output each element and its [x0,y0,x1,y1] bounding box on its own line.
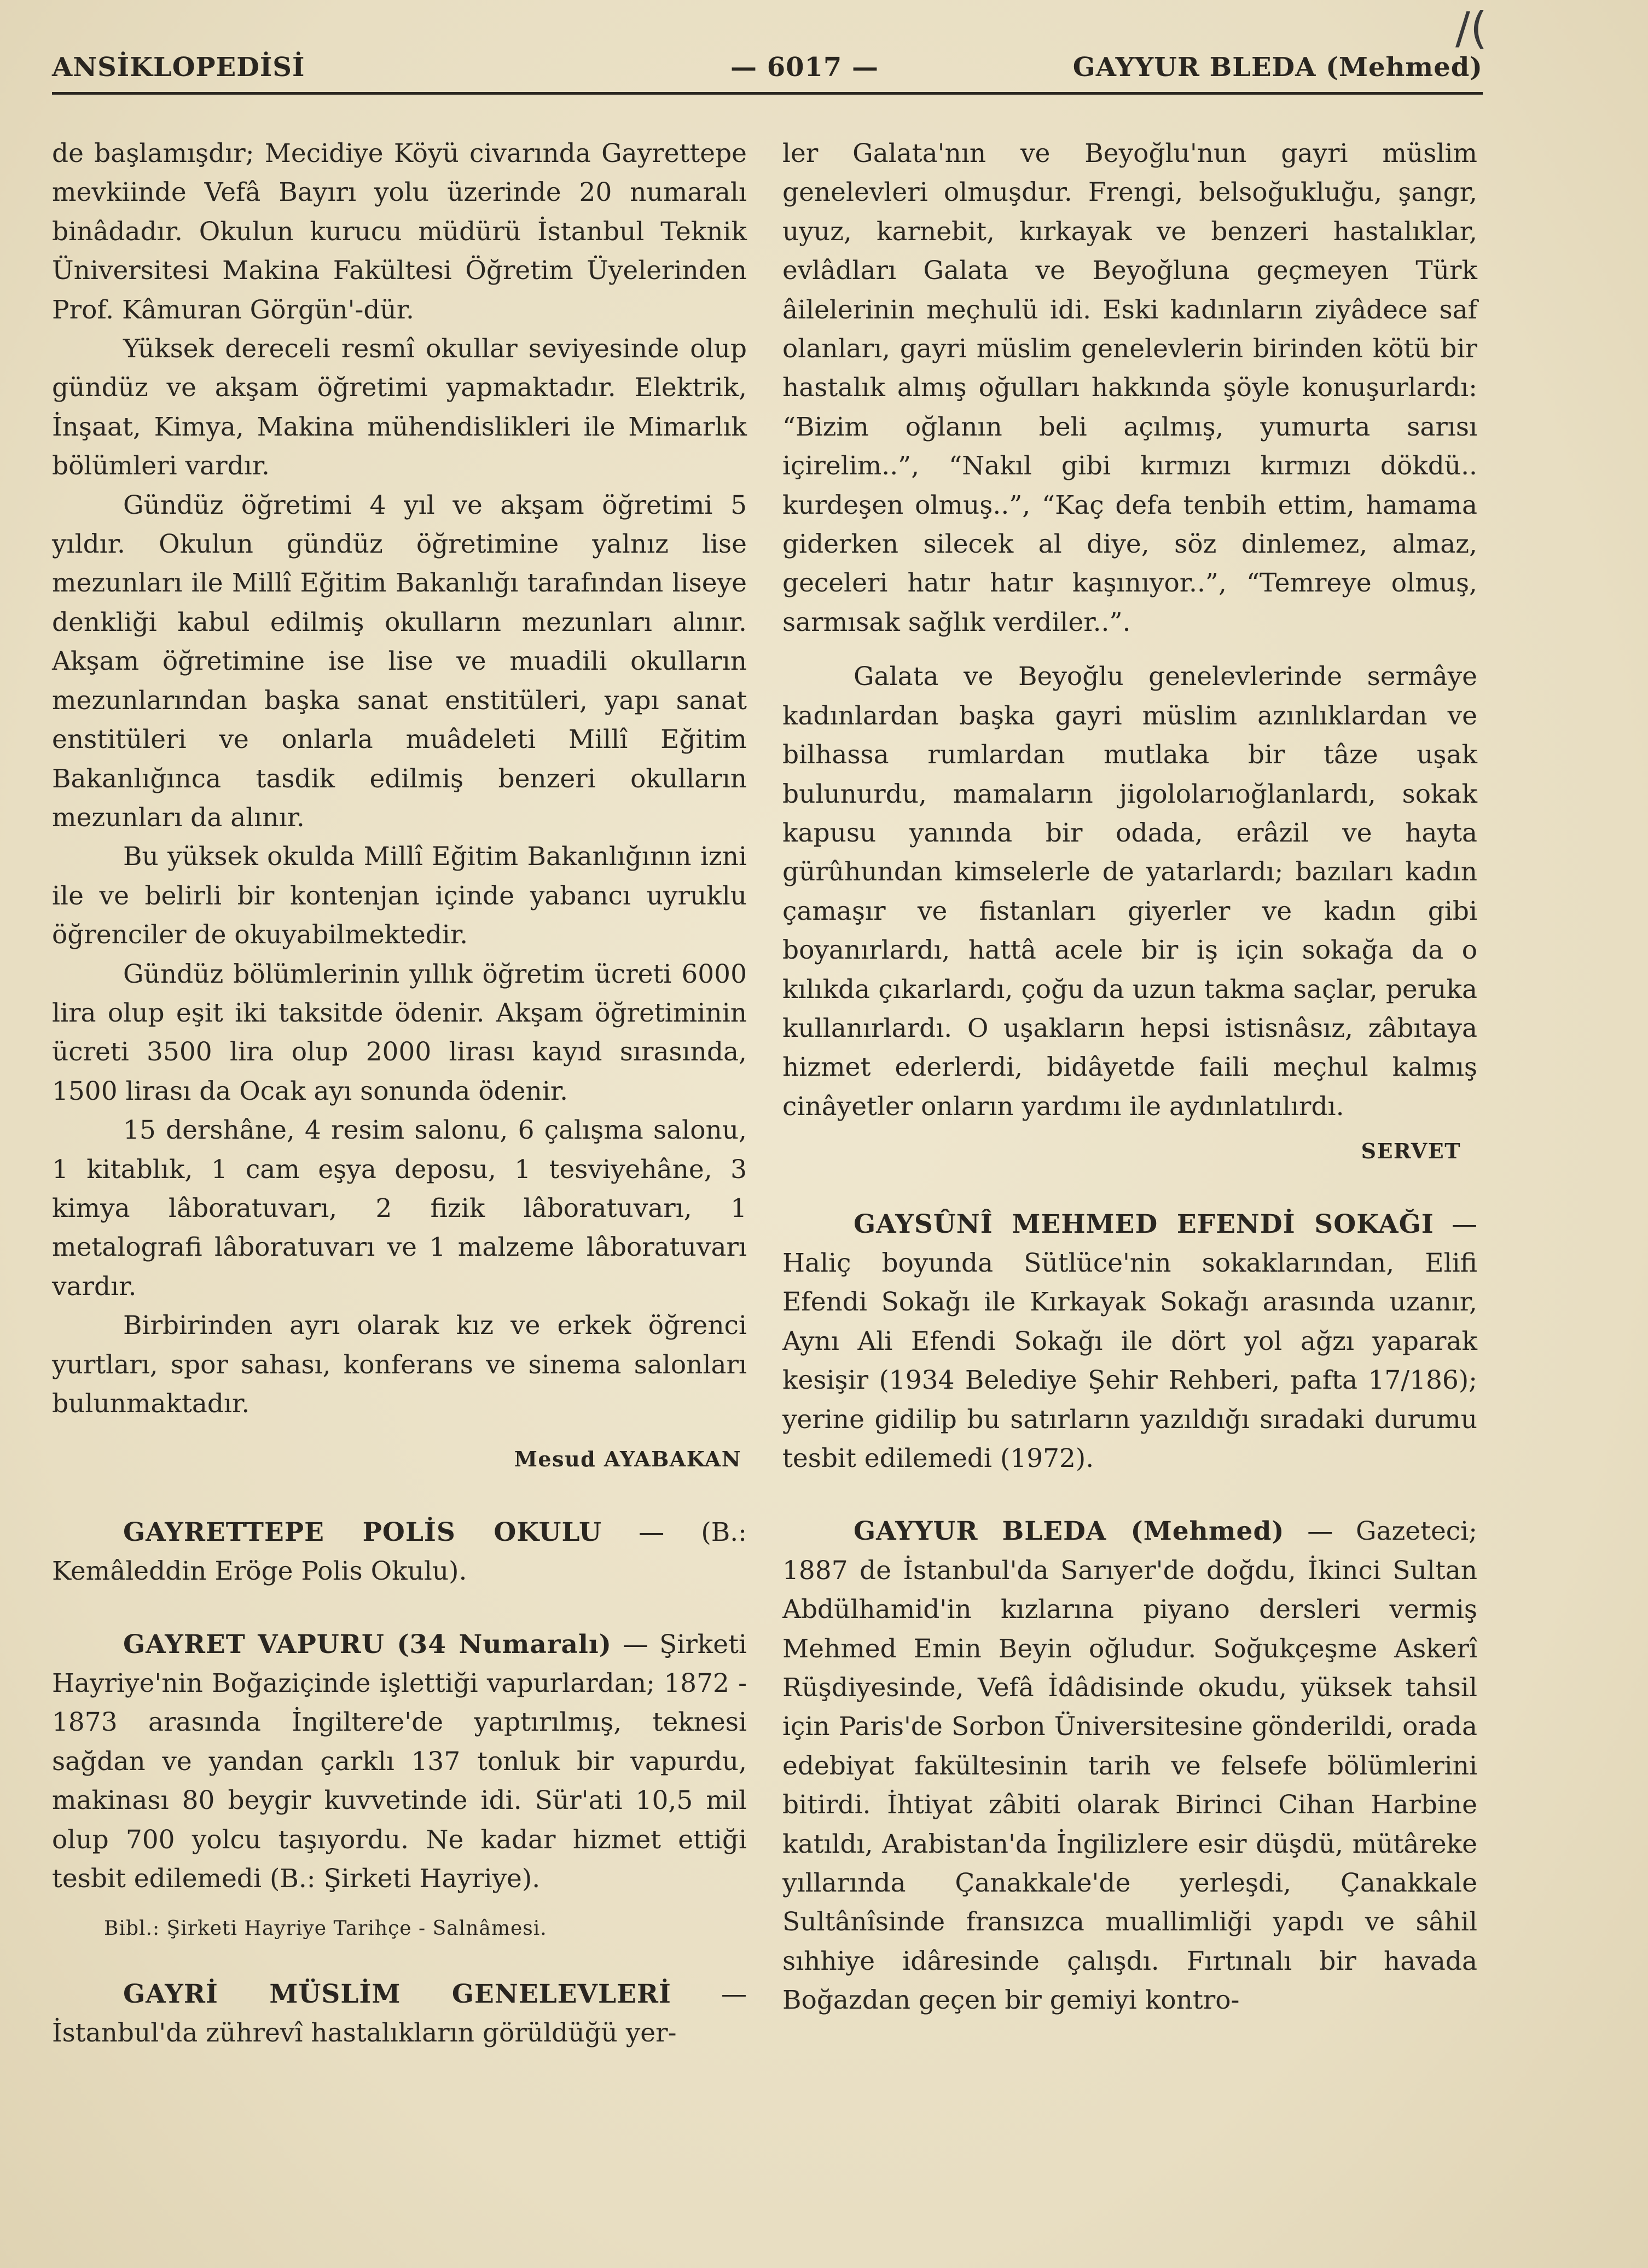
paragraph: Bu yüksek okulda Millî Eğitim Bakanlığının izni ile ve belirli bir kontenjan içinde yabancı uyruklu öğrenciler de okuyabilmektedir. [52,842,747,950]
entry [782,1512,1477,2020]
header-title-left: ANSİKLOPEDİSİ [52,52,305,83]
paragraph: Gündüz öğretimi 4 yıl ve akşam öğretimi 5 yıldır. Okulun gündüz öğretimine yalnız lise mezunları ile Millî Eğitim Bakanlığı tarafından liseye denkliği kabul edilmiş okulların mezunları alınır. Akşam öğretimine ise lise ve muadili okulların mezunlarından başka sanat enstitüleri, yapı sanat enstitüleri ve onlarla muâdeleti Millî Eğitim Bakanlığınca tasdik edilmiş benzeri okulların mezunları da alınır. [52,490,747,833]
running-header [52,47,1483,90]
page-number: — 6017 — [730,52,879,83]
author-signature: SERVET [1361,1139,1461,1164]
entry-heading: GAYRİ MÜSLİM GENELEVLERİ [123,1979,671,2009]
paragraph: Galata ve Beyoğlu genelevlerinde sermâye kadınlardan başka gayri müslim azınlıklardan ve bilhassa rumlardan mutlaka bir tâze uşak bulunurdu, mamaların jigololarıoğlanlardı, sokak kapusu yanında bir odada, erâzil ve hayta gürûhundan kimselerle de yatarlardı; bazıları kadın çamaşır ve fistanları giyerler ve kadın gibi boyanırlardı, hattâ acele bir iş için sokağa da o kılıkda çıkarlardı, çoğu da uzun takma saçlar, peruka kullanırlardı. O uşakların hepsi istisnâsız, zâbıtaya hizmet ederlerdi, bidâyetde faili meçhul kalmış cinâyetler onların yardımı ile aydınlatılırdı. [782,662,1477,1122]
header-rule [52,92,1483,95]
entry-body: — Haliç boyunda Sütlüce'nin sokaklarından, Elifi Efendi Sokağı ile Kırkayak Sokağı arasında uzanır, Aynı Ali Efendi Sokağı ile dört yol ağzı yaparak kesişir (1934 Belediye Şehir Rehberi, pafta 17/186); yerine gidilip bu satırların yazıldığı sıradaki durumu tesbit edilemedi (1972). [782,1209,1477,1474]
entry-body: — Şirketi Hayriye'nin Boğaziçinde işlettiği vapurlardan; 1872 - 1873 arasında İngiltere'de yaptırılmış, teknesi sağdan ve yandan çarklı 137 tonluk bir vapurdu, makinası 80 beygir kuvvetinde idi. Sür'ati 10,5 mil olup 700 yolcu taşıyordu. Ne kadar hizmet ettiği tesbit edilemedi (B.: Şirketi Hayriye). [52,1629,747,1894]
entry [782,1205,1477,1478]
entry-heading: GAYRET VAPURU (34 Numaralı) [123,1629,612,1660]
entry-body: — (B.: Kemâleddin Eröge Polis Okulu). [52,1517,747,1587]
handwritten-mark: /( [1455,3,1488,54]
entry-heading: GAYYUR BLEDA (Mehmed) [854,1516,1285,1547]
entry [52,1625,747,1899]
entry-heading: GAYRETTEPE POLİS OKULU [123,1517,602,1547]
entry [52,1513,747,1591]
right-column [782,134,1477,2020]
paragraph: Yüksek dereceli resmî okullar seviyesinde olup gündüz ve akşam öğretimi yapmaktadır. Elektrik, İnşaat, Kimya, Makina mühendislikleri ile Mimarlık bölümleri vardır. [52,334,747,482]
paragraph: Birbirinden ayrı olarak kız ve erkek öğrenci yurtları, spor sahası, konferans ve sinema salonları bulunmaktadır. [52,1310,747,1419]
paragraph: de başlamışdır; Mecidiye Köyü civarında Gayrettepe mevkiinde Vefâ Bayırı yolu üzerinde 20 numaralı binâdadır. Okulun kurucu müdürü İstanbul Teknik Üniversitesi Makina Fakültesi Öğretim Üyelerinden Prof. Kâmuran Görgün'-dür. [52,138,747,325]
paragraph: 15 dershâne, 4 resim salonu, 6 çalışma salonu, 1 kitablık, 1 cam eşya deposu, 1 tesviyehâne, 3 kimya lâboratuvarı, 2 fizik lâboratuvarı, 1 metalografi lâboratuvarı ve 1 malzeme lâboratuvarı vardır. [52,1115,747,1302]
header-title-right: GAYYUR BLEDA (Mehmed) [1072,52,1483,83]
left-column [52,134,747,2053]
entry-body: — Gazeteci; 1887 de İstanbul'da Sarıyer'de doğdu, İkinci Sultan Abdülhamid'in kızlarına piyano dersleri vermiş Mehmed Emin Beyin oğludur. Soğukçeşme Askerî Rüşdiyesinde, Vefâ İdâdisinde okudu, yüksek tahsil için Paris'de Sorbon Üniversitesine gönderildi, orada edebiyat fakültesinin tarih ve felsefe bölümlerini bitirdi. İhtiyat zâbiti olarak Birinci Cihan Harbine katıldı, Arabistan'da İngilizlere esir düşdü, mütâreke yıllarında Çanakkale'de yerleşdi, Çanakkale Sultânîsinde fransızca muallimliği yapdı ve sâhil sıhhiye idâresinde çalışdı. Fırtınalı bir havada Boğazdan geçen bir gemiyi kontro- [782,1516,1477,2016]
entry-body: — İstanbul'da zührevî hastalıkların görüldüğü yer- [52,1979,747,2049]
author-signature: Mesud AYABAKAN [514,1447,741,1472]
paragraph: ler Galata'nın ve Beyoğlu'nun gayri müslim genelevleri olmuşdur. Frengi, belsoğukluğu, şangr, uyuz, karnebit, kırkayak ve benzeri hastalıklar, evlâdları Galata ve Beyoğluna geçmeyen Türk âilelerinin meçhulü idi. Eski kadınların ziyâdece saf olanları, gayri müslim genelevlerin birinden kötü bir hastalık almış oğulları hakkında şöyle konuşurlardı: “Bizim oğlanın beli açılmış, yumurta sarısı içirelim..”, “Nakıl gibi kırmızı kırmızı dökdü.. kurdeşen olmuş..”, “Kaç defa tenbih ettim, hamama giderken silecek al diye, söz dinlemez, almaz, geceleri hatır hatır kaşınıyor..”, “Temreye olmuş, sarmısak sağlık verdiler..”. [782,138,1477,637]
bibliography: Bibl.: Şirketi Hayriye Tarihçe - Salnâmesi. [104,1917,547,1940]
entry [52,1975,747,2053]
paragraph: Gündüz bölümlerinin yıllık öğretim ücreti 6000 lira olup eşit iki taksitde ödenir. Akşam öğretiminin ücreti 3500 lira olup 2000 lirası kayıd sırasında, 1500 lirası da Ocak ayı sonunda ödenir. [52,959,747,1106]
entry-heading: GAYSÛNÎ MEHMED EFENDİ SOKAĞI [854,1209,1434,1239]
